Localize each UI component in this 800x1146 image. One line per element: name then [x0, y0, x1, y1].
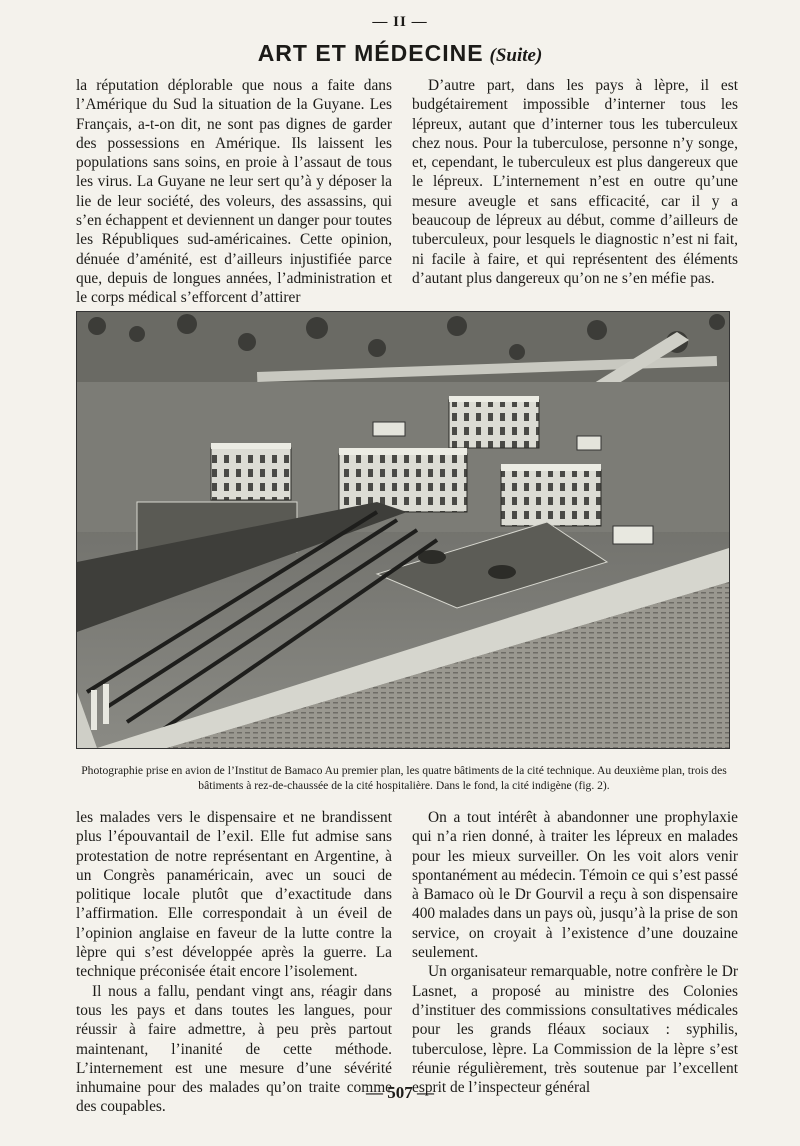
paragraph: Un organisateur remarquable, notre confrère le Dr Lasnet, a proposé au ministre des Colonies d’instituer des commissions consultatives médicales pour les grands fléaux sociaux : syphilis, tuberculose, lèpre. La Commission de la lèpre s’est réunie régulièrement, très soutenue par l’excellent esprit de l’inspecteur général: [412, 963, 738, 1097]
article-title: ART ET MÉDECINE: [257, 40, 484, 66]
column-bottom-left: [76, 808, 392, 1117]
paragraph: On a tout intérêt à abandonner une prophylaxie qui n’a rien donné, à traiter les lépreux en malades pour les mieux surveiller. On les voit alors venir spontanément au médecin. Témoin ce qui s’est passé à Bamaco où le Dr Gourvil a reçu à son dispensaire 400 malades dans un pays où, jusqu’à la prise de son service, on croyait à l’existence d’une douzaine seulement.: [412, 809, 738, 962]
aerial-photograph: [76, 311, 730, 749]
figure-caption: Photographie prise en avion de l’Institut de Bamaco Au premier plan, les quatre bâtiments de la cité technique. Au deuxième plan, trois des bâtiments à rez-de-chaussée de la cité hospitalière. Dans le fond, la cité indigène (fig. 2).: [81, 764, 727, 792]
page-number: — 507 —: [366, 1083, 434, 1102]
paragraph: D’autre part, dans les pays à lèpre, il est budgétairement impossible d’interner tous les lépreux, autant que d’interner tous les tuberculeux chez nous. Pour la tuberculose, personne n’y songe, et, cependant, le tuberculeux est plus dangereux que le lépreux. L’internement n’est en outre qu’une mesure aveugle et sans efficacité, car il y a beaucoup de lépreux au début, comme d’ailleurs de tuberculeux, pour lesquels le diagnostic n’est ni fait, ni facile à faire, et qui représentent des éléments d’autant plus dangereux qu’on ne s’en méfie pas.: [412, 77, 738, 287]
paragraph: Il nous a fallu, pendant vingt ans, réagir dans tous les pays et dans toutes les langues, pour réussir à faire admettre, à peu près partout maintenant, l’inanité de cette méthode. L’internement est une mesure d’une sévérité inhumaine pour des malades qu’on traite comme des coupables.: [76, 982, 392, 1116]
paragraph: la réputation déplorable que nous a faite dans l’Amérique du Sud la situation de la Guyane. Les Français, a-t-on dit, ne sont pas dignes de garder des possessions en Amérique. Ils laissent les populations sans soins, en proie à l’assaut de tous les virus. La Guyane ne leur sert qu’à y déposer la lie de leur société, des voleurs, des assassins, qui s’en échappent et deviennent un danger pour toutes les Républiques sud-américaines. Cette opinion, dénuée d’aménité, est d’ailleurs injustifiée parce que, depuis de longues années, l’administration et le corps médical s’efforcent d’attirer: [76, 77, 392, 307]
column-top-left: [76, 76, 392, 308]
aerial-photo-illustration: [77, 312, 729, 748]
column-top-right: [412, 76, 738, 288]
column-bottom-right: [412, 808, 738, 1097]
building: [339, 448, 467, 512]
paragraph: les malades vers le dispensaire et ne brandissent plus l’épouvantail de l’exil. Elle fut admise sans protestation de notre représentant en Argentine, à un Congrès panaméricain, avec un souci de politique locale plutôt que d’exactitude dans l’affirmation. Elle correspondait à un éveil de l’opinion anglaise en faveur de la lutte contre la lèpre qui s’est développée après la guerre. La technique préconisée était encore l’isolement.: [76, 809, 392, 981]
folio: — II —: [372, 14, 428, 30]
title-suite: (Suite): [489, 45, 543, 66]
building: [211, 443, 291, 500]
page-title: [0, 40, 800, 67]
building: [501, 464, 601, 526]
building: [449, 396, 539, 448]
